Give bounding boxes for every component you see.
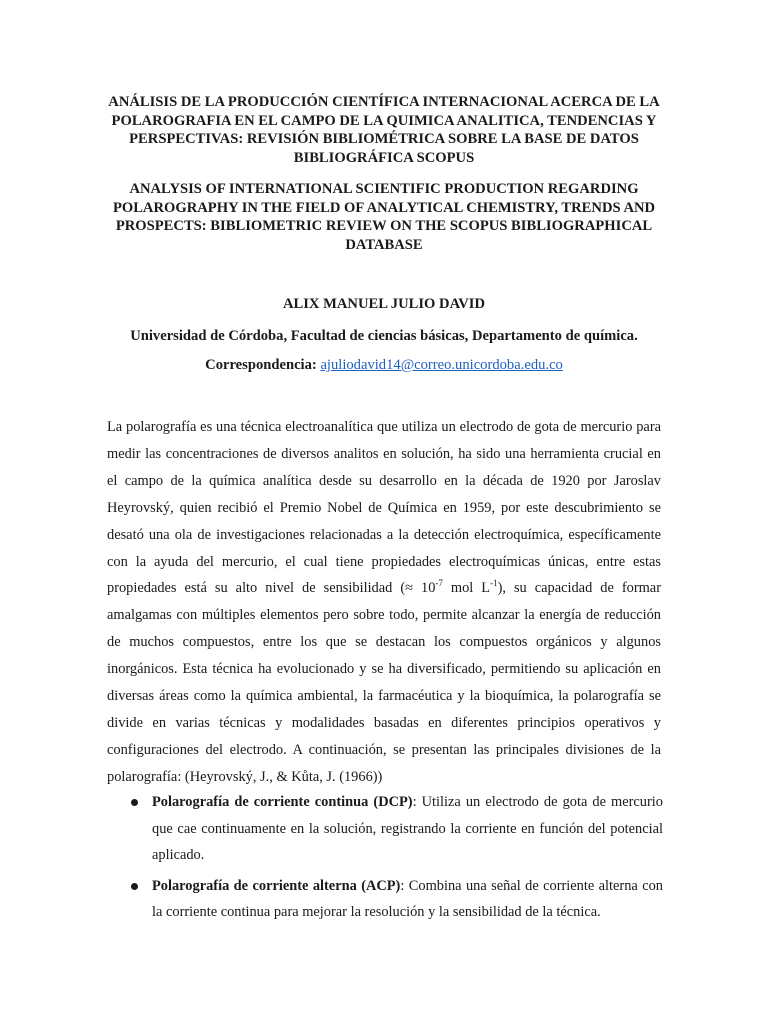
list-item-text: : Combina una señal de corriente alterna con la corriente continua para mejorar la resolución y la sensibilidad de la técnica. xyxy=(152,877,663,920)
correspondence-label: Correspondencia: xyxy=(205,357,317,373)
list-item xyxy=(107,789,663,869)
paragraph-text-part3: ), su capacidad de formar amalgamas con múltiples elementos pero sobre todo, permite alcanzar la energía de reducción de muchos compuestos, entre los que se destacan los compuestos orgánicos y algunos inorgánicos. Esta técnica ha evolucionado y se ha diversificado, permitiendo su aplicación en diversas áreas como la química ambiental, la farmacéutica y la bioquímica, la polarografía se divide en varias técnicas y modalidades basadas en diferentes principios operativos y configuraciones del electrodo. A continuación, se presentan las principales divisiones de la polarografía: (Heyrovský, J., & Kůta, J. (1966)) xyxy=(107,580,661,785)
correspondence-line xyxy=(80,357,688,374)
affiliation: Universidad de Córdoba, Facultad de ciencias básicas, Departamento de química. xyxy=(130,328,638,344)
superscript-exponent-1: -7 xyxy=(435,578,443,589)
list-item-text: : Utiliza un electrodo de gota de mercurio que cae continuamente en la solución, registrando la corriente en función del potencial aplicado. xyxy=(152,794,663,863)
author-name: ALIX MANUEL JULIO DAVID xyxy=(282,296,486,312)
superscript-exponent-2: -1 xyxy=(490,578,498,589)
list-item-term: Polarografía de corriente alterna (ACP) xyxy=(152,877,401,894)
bullet-icon xyxy=(131,799,138,806)
polarography-types-list xyxy=(107,789,663,930)
list-item xyxy=(107,873,663,926)
paragraph-text-part1: La polarografía es una técnica electroanalítica que utiliza un electrodo de gota de mercurio para medir las concentraciones de diversos analitos en solución, ha sido una herramienta crucial en el campo de la química analítica desde su desarrollo en la década de 1920 por Jaroslav Heyrovský, quien recibió el Premio Nobel de Química en 1959, por este descubrimiento se desató una ola de investigaciones relacionadas a la detección electroquímica, específicamente con la ayuda del mercurio, el cual tiene propiedades electroquímicas únicas, entre estas propiedades está su alto nivel de sensibilidad (≈ 10 xyxy=(107,419,661,597)
paragraph-text-part2: mol L xyxy=(442,580,491,597)
intro-paragraph xyxy=(107,414,661,791)
email-link[interactable]: ajuliodavid14@correo.unicordoba.edu.co xyxy=(320,357,563,373)
title-english: ANALYSIS OF INTERNATIONAL SCIENTIFIC PRODUCTION REGARDING POLAROGRAPHY IN THE FIELD OF ANALYTICAL CHEMISTRY, TRENDS AND PROSPECTS: BIBLIOMETRIC REVIEW ON THE SCOPUS BIBLIOGRAPHICAL DATABASE xyxy=(112,181,656,253)
list-item-term: Polarografía de corriente continua (DCP) xyxy=(152,794,413,810)
bullet-icon xyxy=(131,883,138,890)
title-spanish: ANÁLISIS DE LA PRODUCCIÓN CIENTÍFICA INTERNACIONAL ACERCA DE LA POLAROGRAFIA EN EL CAMPO DE LA QUIMICA ANALITICA, TENDENCIAS Y PERSPECTIVAS: REVISIÓN BIBLIOMÉTRICA SOBRE LA BASE DE DATOS BIBLIOGRÁFICA SCOPUS xyxy=(108,94,660,166)
